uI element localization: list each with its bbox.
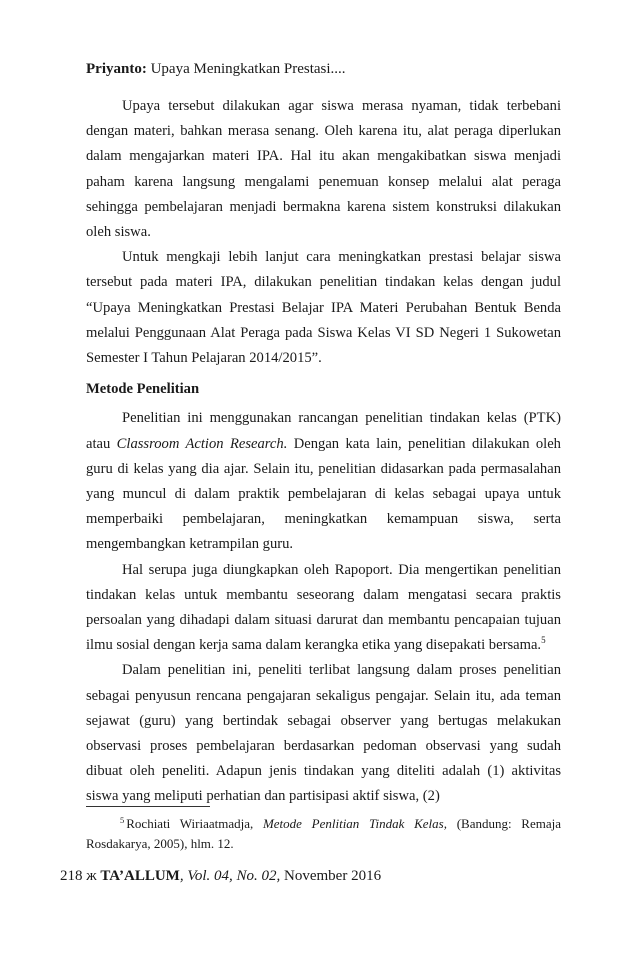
footnote-title: Metode Penlitian Tindak Kelas, bbox=[262, 816, 447, 831]
journal-volume: , Vol. 04, No. 02, bbox=[179, 868, 281, 884]
page-number: 218 ж bbox=[60, 868, 101, 884]
footnote bbox=[86, 814, 561, 854]
paragraph-3-part-a: Penelitian ini menggunakan rancangan penelitian tindakan kelas (PTK) atau bbox=[86, 410, 561, 452]
page-footer bbox=[60, 866, 381, 886]
paragraph-4 bbox=[86, 558, 561, 659]
footnote-author: Rochiati Wiriaatmadja, bbox=[126, 816, 263, 831]
paragraph-2: Untuk mengkaji lebih lanjut cara meningkatkan prestasi belajar siswa tersebut pada materi IPA, dilakukan penelitian tindakan kelas dengan judul “Upaya Meningkatkan Prestasi Belajar IPA Materi Perubahan Bentuk Benda melalui Penggunaan Alat Peraga pada Siswa Kelas VI SD Negeri 1 Sukowetan Semester I Tahun Pelajaran 2014/2015”. bbox=[86, 249, 561, 367]
paragraph-3-italic: Classroom Action Research. bbox=[116, 435, 288, 452]
footnote-number: 5 bbox=[120, 814, 125, 825]
paragraph-3 bbox=[86, 406, 561, 557]
running-header bbox=[86, 59, 346, 79]
paragraph-3-part-b: Dengan kata lain, penelitian dilakukan oleh guru di kelas yang dia ajar. Selain itu, penelitian didasarkan pada permasalahan yang muncul di dalam praktik pembelajaran di kelas sebagai upaya untuk memperbaiki pembelajaran, meningkatkan kemampuan siswa, serta mengembangkan ketrampilan guru. bbox=[86, 435, 561, 553]
paragraph-5: Dalam penelitian ini, peneliti terlibat langsung dalam proses penelitian sebagai penyusun rencana pengajaran sekaligus pengajar. Selain itu, ada teman sejawat (guru) yang bertindak sebagai observer yang bertugas melakukan observasi proses pembelajaran berdasarkan pedoman observasi yang sudah dibuat oleh peneliti. Adapun jenis tindakan yang diteliti adalah (1) aktivitas siswa yang meliputi perhatian dan partisipasi aktif siswa, (2) bbox=[86, 662, 561, 805]
paragraph-1: Upaya tersebut dilakukan agar siswa merasa nyaman, tidak terbebani dengan materi, bahkan merasa senang. Oleh karena itu, alat peraga diperlukan dalam mengajarkan materi IPA. Hal itu akan mengakibatkan siswa menjadi paham karena langsung mengalami penemuan konsep melalui alat peraga sehingga pembelajaran menjadi bermakna karena sistem konstruksi dilakukan oleh siswa. bbox=[86, 98, 561, 241]
header-title: Upaya Meningkatkan Prestasi.... bbox=[146, 61, 346, 77]
footnote-divider bbox=[86, 806, 210, 807]
body-text bbox=[86, 94, 561, 810]
journal-date: November 2016 bbox=[280, 868, 382, 884]
section-heading: Metode Penelitian bbox=[86, 381, 200, 398]
paragraph-4-text: Hal serupa juga diungkapkan oleh Rapoport. Dia mengertikan penelitian tindakan kelas untuk membantu seseorang dalam mengatasi secara praktis persoalan yang dihadapi dalam situasi darurat dan membantu pencapaian tujuan ilmu sosial dengan kerja sama dalam kerangka etika yang disepakati bersama. bbox=[86, 561, 561, 654]
header-author: Priyanto: bbox=[86, 61, 147, 77]
footnote-reference: 5 bbox=[541, 635, 546, 646]
footnote-publication: (Bandung: Remaja Rosdakarya, 2005), hlm. 12. bbox=[86, 816, 561, 851]
journal-name: TA’ALLUM bbox=[100, 868, 180, 884]
